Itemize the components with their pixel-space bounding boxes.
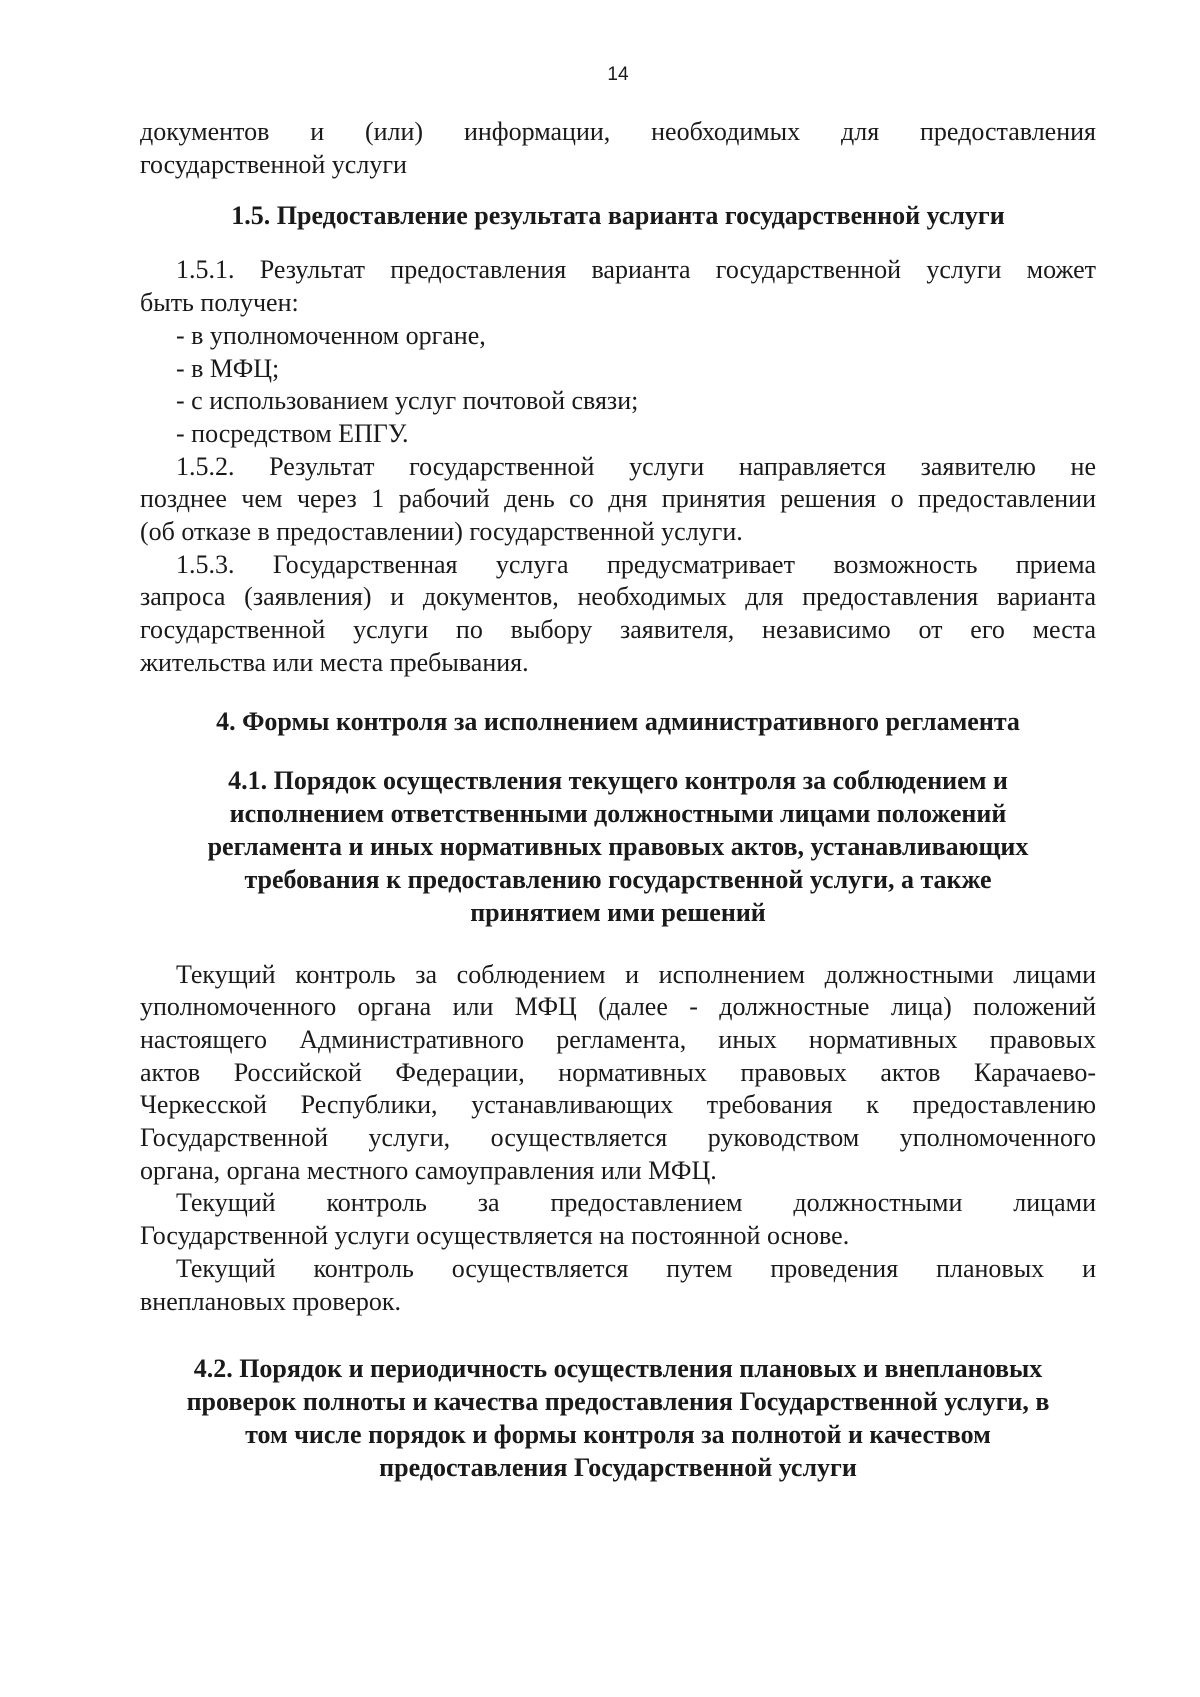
- paragraph-4-1-1-line: актов Российской Федерации, нормативных правовых актов Карачаево-: [140, 1057, 1096, 1087]
- continuation-line-2: государственной услуги: [140, 149, 407, 179]
- paragraph-4-1-2-line: Государственной услуги осуществляется на постоянной основе.: [140, 1221, 850, 1251]
- paragraph-4-1-2-line: Текущий контроль за предоставлением должностными лицами: [176, 1188, 1096, 1218]
- page-number: 14: [607, 64, 629, 85]
- section-4-2-heading-line: 4.2. Порядок и периодичность осуществления плановых и внеплановых: [193, 1354, 1043, 1384]
- section-4-2-heading: [140, 1352, 1096, 1484]
- document-page: [140, 0, 1096, 1697]
- section-4-1-heading-line: требования к предоставлению государственной услуги, а также: [244, 864, 992, 894]
- section-4-1-heading-line: регламента и иных нормативных правовых актов, устанавливающих: [207, 831, 1029, 861]
- paragraph-1-5-3-line-4: жительства или места пребывания.: [140, 647, 529, 677]
- paragraph-1-5-1-line-1: 1.5.1. Результат предоставления варианта государственной услуги может: [176, 255, 1096, 285]
- section-4-2-heading-line: проверок полноты и качества предоставления Государственной услуги, в: [186, 1387, 1050, 1417]
- continuation-line-1: документов и (или) информации, необходимых для предоставления: [140, 117, 1096, 146]
- paragraph-4-1-1-line: органа, органа местного самоуправления или МФЦ.: [140, 1155, 717, 1185]
- list-item: - посредством ЕПГУ.: [176, 418, 409, 448]
- section-4-1-heading: [140, 764, 1096, 929]
- section-4-2-heading-line: предоставления Государственной услуги: [379, 1453, 857, 1483]
- section-4-heading: 4. Формы контроля за исполнением административного регламента: [216, 706, 1020, 736]
- paragraph-1-5-1-line-2: быть получен:: [140, 288, 299, 318]
- paragraph-1-5-2-line-2: позднее чем через 1 рабочий день со дня принятия решения о предоставлении: [140, 484, 1096, 514]
- list-item: - с использованием услуг почтовой связи;: [176, 386, 639, 416]
- paragraph-4-1-1-line: Текущий контроль за соблюдением и исполнением должностными лицами: [176, 959, 1096, 989]
- paragraph-4-1-1-line: Черкесской Республики, устанавливающих требования к предоставлению: [140, 1090, 1096, 1120]
- document-body: [140, 116, 1096, 1484]
- paragraph-4-1-1-line: настоящего Административного регламента, иных нормативных правовых: [140, 1024, 1096, 1054]
- paragraph-1-5-2-line-3: (об отказе в предоставлении) государственной услуги.: [140, 517, 743, 547]
- paragraph-1-5-3-line-3: государственной услуги по выбору заявителя, независимо от его места: [140, 615, 1096, 645]
- paragraph-4-1-3-line: внеплановых проверок.: [140, 1286, 402, 1316]
- section-4-1-heading-line: исполнением ответственными должностными лицами положений: [229, 798, 1007, 828]
- paragraph-1-5-3-line-1: 1.5.3. Государственная услуга предусматривает возможность приема: [176, 549, 1096, 579]
- section-4-2-heading-line: том числе порядок и формы контроля за полнотой и качеством: [245, 1420, 991, 1450]
- paragraph-1-5-2-line-1: 1.5.2. Результат государственной услуги направляется заявителю не: [176, 451, 1096, 481]
- list-item: - в уполномоченном органе,: [176, 320, 486, 350]
- section-4-1-heading-line: принятием ими решений: [470, 897, 766, 927]
- paragraph-1-5-3-line-2: запроса (заявления) и документов, необходимых для предоставления варианта: [140, 582, 1096, 612]
- paragraph-4-1-3-line: Текущий контроль осуществляется путем проведения плановых и: [176, 1253, 1096, 1283]
- section-4-1-heading-line: 4.1. Порядок осуществления текущего контроля за соблюдением и: [228, 765, 1008, 795]
- list-item: - в МФЦ;: [176, 353, 280, 383]
- section-1-5-heading: 1.5. Предоставление результата варианта государственной услуги: [231, 201, 1005, 231]
- paragraph-4-1-1-line: Государственной услуги, осуществляется руководством уполномоченного: [140, 1123, 1096, 1153]
- paragraph-4-1-1-line: уполномоченного органа или МФЦ (далее - должностные лица) положений: [140, 992, 1096, 1022]
